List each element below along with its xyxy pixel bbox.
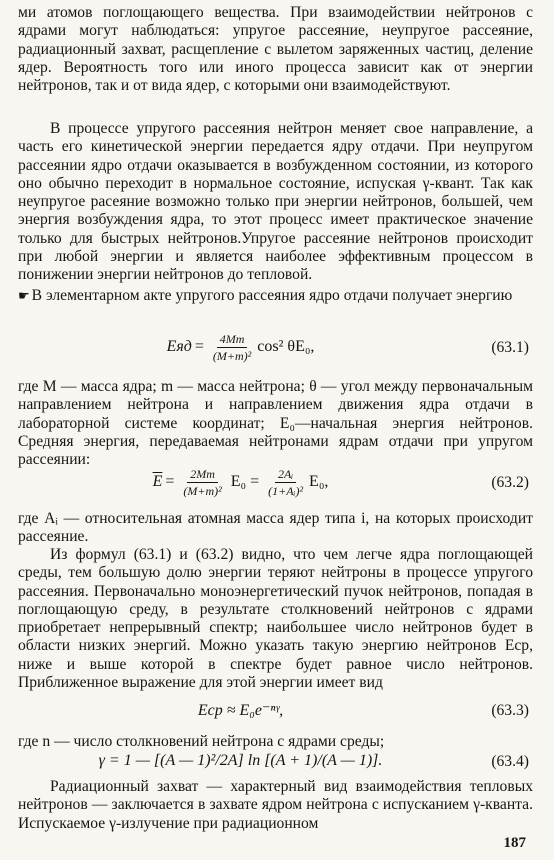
paragraph-3-text: В элементарном акте упругого рассеяния ядро отдачи получает энергию <box>31 287 513 304</box>
eq1-numerator: 4Mm <box>217 332 248 348</box>
formula-63-1 <box>18 330 463 364</box>
eq1-rhs: cos² θE₀, <box>257 338 315 355</box>
eq1-equals: = <box>194 338 204 355</box>
eq1-lhs: Eяд <box>166 338 192 355</box>
equation-63-4 <box>18 744 533 778</box>
eq2-denominator-1: (M+m)² <box>183 483 222 498</box>
eq3-label: (63.3) <box>491 702 529 719</box>
formula-63-2 <box>18 465 463 499</box>
eq1-label: (63.1) <box>491 339 529 356</box>
eq4-formula: γ = 1 — [(A — 1)²/2A] ln [(A + 1)/(A — 1)]. <box>98 752 383 769</box>
eq1-denominator: (M+m)² <box>212 348 252 363</box>
equation-63-3 <box>18 693 533 727</box>
eq4-label: (63.4) <box>491 753 529 770</box>
eq2-label: (63.2) <box>491 474 529 491</box>
finger-pointer-icon: ☛ <box>18 288 30 303</box>
eq2-rhs: E₀, <box>309 473 329 490</box>
paragraph-2: В процессе упругого рассеяния нейтрон меняет свое направление, а часть его кинетической энергии передается ядру отдачи. При неупругом рассеянии ядро отдачи оказывается в возбужденном состоянии, из которого оно обычно переходит в нормальное состояние, испуская γ-квант. Так как неупругое расеяние возможно только при энергии нейтронов, большей, чем энергия возбуждения ядра, то этот процесс имеет практическое значение только для быстрых нейтронов.Упругое рассеяние нейтронов происходит при любой энергии и является наиболее эффективным процессом в понижении энергии нейтронов до тепловой. <box>18 120 533 284</box>
paragraph-4: где M — масса ядра; m — масса нейтрона; θ — угол между первоначальным направлением нейтрона и направлением движения ядра отдачи в лабораторной системе координат; E₀—начальная энергия нейтронов. Средняя энергия, передаваемая нейтронами ядрам отдачи при упругом рассеянии: <box>18 378 533 469</box>
paragraph-3 <box>18 287 533 305</box>
eq1-fraction <box>210 332 254 363</box>
eq2-numerator-2: 2Aᵢ <box>275 467 296 483</box>
page-number: 187 <box>503 835 526 851</box>
eq2-middle: E₀ = <box>230 473 260 490</box>
equation-63-2 <box>18 465 533 499</box>
eq2-equals: = <box>165 473 175 490</box>
eq2-fraction-1 <box>180 467 224 498</box>
paragraph-1: ми атомов поглощающего вещества. При взаимодействии нейтронов с ядрами могут наблюдаться: упругое рассеяние, неупругое рассеяние, радиационный захват, расщепление с вылетом заряженных частиц, деление ядер. Вероятность того или иного процесса зависит как от энергии нейтронов, так и от вида ядер, с которыми они взаимодействуют. <box>18 4 533 95</box>
paragraph-7: где n — число столкновений нейтрона с ядрами среды; <box>18 733 385 750</box>
equation-63-1 <box>18 330 533 364</box>
formula-63-3 <box>18 693 463 727</box>
paragraph-8: Радиационный захват — характерный вид взаимодействия тепловых нейтронов — заключается в захвате ядром нейтрона с испусканием γ-кванта. Испускаемое γ-излучение при радиационном <box>18 778 533 832</box>
eq2-denominator-2: (1+Aᵢ)² <box>268 483 304 498</box>
formula-63-4 <box>18 744 463 778</box>
eq2-fraction-2 <box>265 467 306 498</box>
paragraph-6: Из формул (63.1) и (63.2) видно, что чем легче ядра поглощающей среды, тем большую долю энергии теряют нейтроны в процессе упругого рассеяния. Первоначально моноэнергетический пучок нейтронов, попадая в поглощающую среду, в результате столкновений нейтронов с ядрами приобретает непрерывный спектр; наибольшее число нейтронов будет в области низких энергий. Можно указать такую энергию нейтронов Eср, ниже и выше которой в спектре будет равное число нейтронов. Приближенное выражение для этой энергии имеет вид <box>18 546 533 692</box>
eq2-numerator-1: 2Mm <box>187 467 218 483</box>
paragraph-5: где Aᵢ — относительная атомная масса ядер типа i, на которых происходит рассеяние. <box>18 510 533 546</box>
eq3-formula: Eср ≈ E₀e⁻ⁿᵞ, <box>197 702 284 719</box>
eq2-lhs: $\overline{E}$ <box>152 473 163 490</box>
